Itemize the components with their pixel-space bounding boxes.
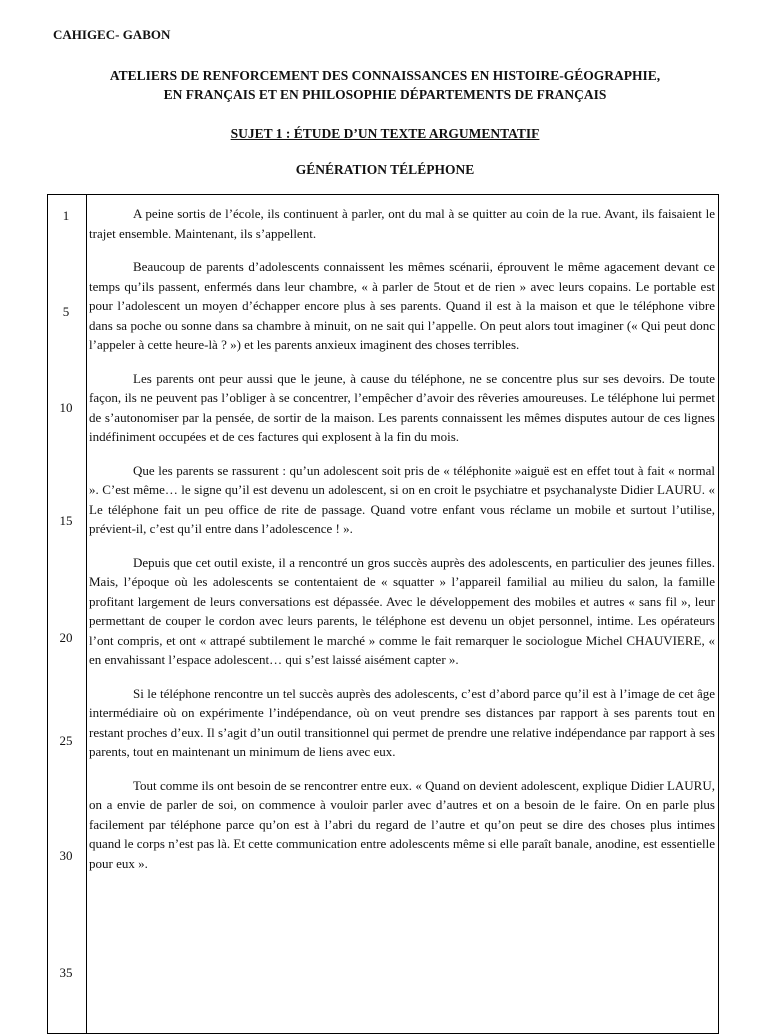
line-number: 1	[62, 208, 70, 223]
heading-line-2: EN FRANÇAIS ET EN PHILOSOPHIE DÉPARTEMENTS DE FRANÇAIS	[163, 87, 607, 102]
line-number: 10	[59, 400, 73, 415]
line-number: 35	[59, 965, 73, 980]
heading-line-1: ATELIERS DE RENFORCEMENT DES CONNAISSANCES EN HISTOIRE-GÉOGRAPHIE,	[109, 68, 661, 83]
line-number: 15	[59, 513, 73, 528]
line-number: 30	[59, 848, 73, 863]
document-heading	[40, 66, 730, 104]
paragraph: Tout comme ils ont besoin de se rencontrer entre eux. « Quand on devient adolescent, explique Didier LAURU, on a envie de parler de soi, on commence à vouloir parler avec d’autres et on a besoin de le faire. On en parle plus facilement par téléphone parce qu’on est à l’abri du regard de l’autre et qu’on peut se dire des choses plus intimes quand le corps n’est pas là. Et cette communication entre adolescents même si elle paraît banale, anodine, est essentielle pour eux ».	[89, 777, 715, 871]
line-number: 25	[59, 733, 73, 748]
paragraph: Beaucoup de parents d’adolescents connaissent les mêmes scénarii, éprouvent le même agacement devant ce temps qu’ils passent, enfermés dans leur chambre, « à parler de 5tout et de rien » avec leurs copains. Le portable est pour l’adolescent un moyen d’échapper encore plus à ses parents. Quand il est à la maison et que le téléphone vibre dans sa poche ou sonne dans sa chambre à minuit, on ne sait qui l’appelle. On peut alors tout imaginer (« Qui peut donc l’appeler à cette heure-là ? ») et les parents anxieux imaginent des choses terribles.	[89, 259, 715, 352]
subject-line	[40, 126, 730, 142]
subject-text: SUJET 1 : ÉTUDE D’UN TEXTE ARGUMENTATIF	[230, 126, 540, 141]
paragraph: Si le téléphone rencontre un tel succès auprès des adolescents, c’est d’abord parce qu’il est à l’image de cet âge intermédiaire où on expérimente l’indépendance, où on veut prendre ses distances par rapport à ses parents tout en restant proches d’eux. Il s’agit d’un outil transitionnel qui permet de prendre une relative indépendance par rapport à ses parents, tout en maintenant un minimum de liens avec eux.	[89, 685, 715, 759]
line-number: 5	[62, 304, 70, 319]
paragraph: Depuis que cet outil existe, il a rencontré un gros succès auprès des adolescents, en particulier des jeunes filles. Mais, l’époque où les adolescents se contentaient de « squatter » l’appareil familial au milieu du salon, la famille profitant largement de leurs conversations est dépassée. Avec le développement des mobiles et autres « sans fil », leur permettant de couper le cordon avec leurs parents, le téléphone est devenu un objet personnel, intime. Les opérateurs l’ont compris, et ont « attrapé subtilement le marché » comme le fait remarquer le sociologue Michel CHAUVIERE, « en envahissant l’espace adolescent… qui s’est laissé aisément capter ».	[89, 554, 715, 667]
paragraph: Que les parents se rassurent : qu’un adolescent soit pris de « téléphonite »aiguë est en effet tout à fait « normal ». C’est même… le signe qu’il est devenu un adolescent, si on en croit le psychiatre et psychanalyste Didier LAURU. « Le téléphone fait un peu office de rite de passage. Quand votre enfant vous réclame un mobile et surtout l’utilise, prévient-il, c’est qu’il entre dans l’adolescence ! ».	[89, 462, 715, 536]
line-number-separator	[86, 195, 87, 1033]
article-body	[89, 204, 715, 887]
line-number: 20	[59, 630, 73, 645]
paragraph: A peine sortis de l’école, ils continuent à parler, ont du mal à se quitter au coin de la rue. Avant, ils faisaient le trajet ensemble. Maintenant, ils s’appellent.	[89, 206, 715, 241]
organization-name: CAHIGEC- GABON	[53, 27, 171, 42]
paragraph: Les parents ont peur aussi que le jeune, à cause du téléphone, ne se concentre plus sur ses devoirs. De toute façon, ils ne peuvent pas l’obliger à se concentrer, l’empêcher d’avoir des rêveries amoureuses. Le téléphone lui permet de s’autonomiser par la pensée, de sortir de la maison. Les parents connaissent les mêmes disputes autour de ces lignes indéfiniment occupées et de ces factures qui explosent à la fin du mois.	[89, 370, 715, 444]
text-title: GÉNÉRATION TÉLÉPHONE	[295, 162, 475, 177]
